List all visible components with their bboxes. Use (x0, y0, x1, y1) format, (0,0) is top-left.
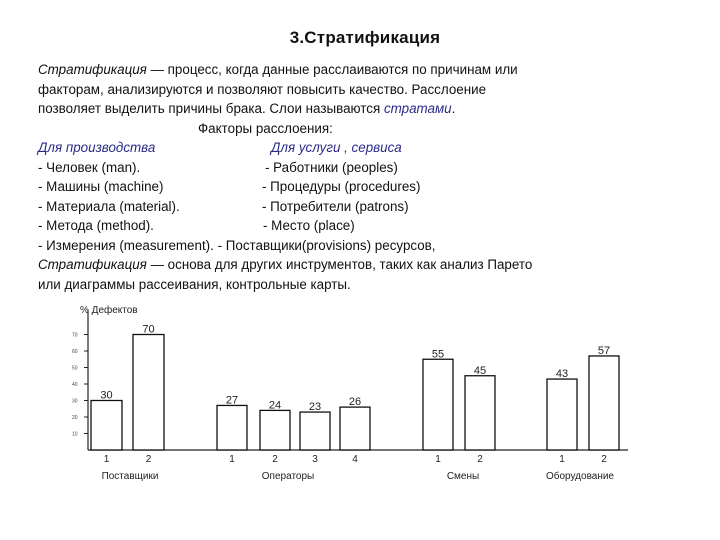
bar-value-label: 23 (308, 401, 322, 414)
y-tick-label: 10 (72, 431, 78, 438)
group-label: Смены (446, 471, 480, 482)
bar-value-label: 70 (142, 323, 155, 336)
text-fragment: — основа для других инструментов, таких как анализ Парето (146, 257, 533, 272)
bar-value-label: 30 (100, 389, 113, 402)
text-fragment: позволяет выделить причины брака. Слои называются (38, 101, 384, 116)
term-stratification: Стратификация (38, 62, 147, 77)
group-label: Операторы (261, 471, 315, 482)
category-label: 1 (229, 454, 235, 465)
bar (340, 407, 370, 450)
bar (217, 405, 247, 450)
factor-left: - Материала (material). (38, 198, 180, 214)
y-tick-label: 50 (72, 365, 78, 372)
col-production-header: Для производства (38, 140, 156, 155)
bar (423, 359, 453, 450)
text-line: факторам, анализируются и позволяют повысить качество. Расслоение (38, 81, 487, 97)
bar (260, 410, 290, 450)
factor-right: - Место (place) (263, 218, 355, 233)
y-tick-label: 60 (72, 349, 78, 355)
term-strata: стратами (383, 101, 452, 116)
category-label: 1 (559, 454, 565, 465)
category-label: 3 (312, 454, 318, 465)
col-service-header: Для услуги , сервиса (271, 140, 402, 155)
category-label: 2 (601, 454, 607, 465)
text-line: - Измерения (measurement). - Поставщики(provisions) ресурсов, (38, 237, 436, 253)
category-label: 4 (352, 454, 358, 465)
factors-heading: Факторы расслоения: (198, 120, 333, 136)
y-tick-label: 20 (72, 415, 78, 421)
factor-right: - Потребители (patrons) (262, 198, 409, 214)
bar (300, 412, 330, 450)
bar-value-label: 43 (555, 368, 569, 381)
group-label: Поставщики (101, 471, 159, 482)
bar-value-label: 27 (225, 394, 239, 407)
category-label: 2 (477, 454, 483, 465)
category-label: 1 (103, 454, 110, 465)
text-fragment: . (451, 101, 456, 116)
text-fragment: — процесс, когда данные расслаиваются по причинам или (146, 62, 518, 77)
factor-left: - Человек (man). (38, 159, 141, 175)
text-line: или диаграммы рассеивания, контрольные карты. (38, 276, 351, 292)
bar (465, 376, 495, 450)
bar-value-label: 55 (431, 348, 445, 361)
bar (133, 335, 164, 451)
bar-value-label: 24 (268, 399, 282, 412)
y-axis-label: % Дефектов (80, 305, 138, 316)
y-tick-label: 40 (72, 382, 78, 388)
bar-value-label: 45 (473, 364, 487, 377)
bar (91, 401, 122, 451)
group-label: Оборудование (545, 471, 615, 482)
factor-right: - Процедуры (procedures) (262, 179, 421, 194)
bar (547, 379, 577, 450)
factor-left: - Метода (method). (38, 218, 154, 233)
bar (589, 356, 619, 450)
factor-left: - Машины (machine) (38, 179, 164, 194)
term-stratification: Стратификация (38, 257, 147, 272)
factor-right: - Работники (peoples) (265, 159, 398, 175)
page-title: 3.Стратификация (289, 28, 441, 47)
y-tick-label: 70 (72, 332, 78, 339)
category-label: 1 (435, 454, 441, 465)
bar-value-label: 57 (597, 344, 611, 357)
y-tick-label: 30 (72, 398, 78, 405)
category-label: 2 (272, 454, 278, 465)
category-label: 2 (145, 454, 152, 465)
bar-value-label: 26 (348, 396, 362, 409)
